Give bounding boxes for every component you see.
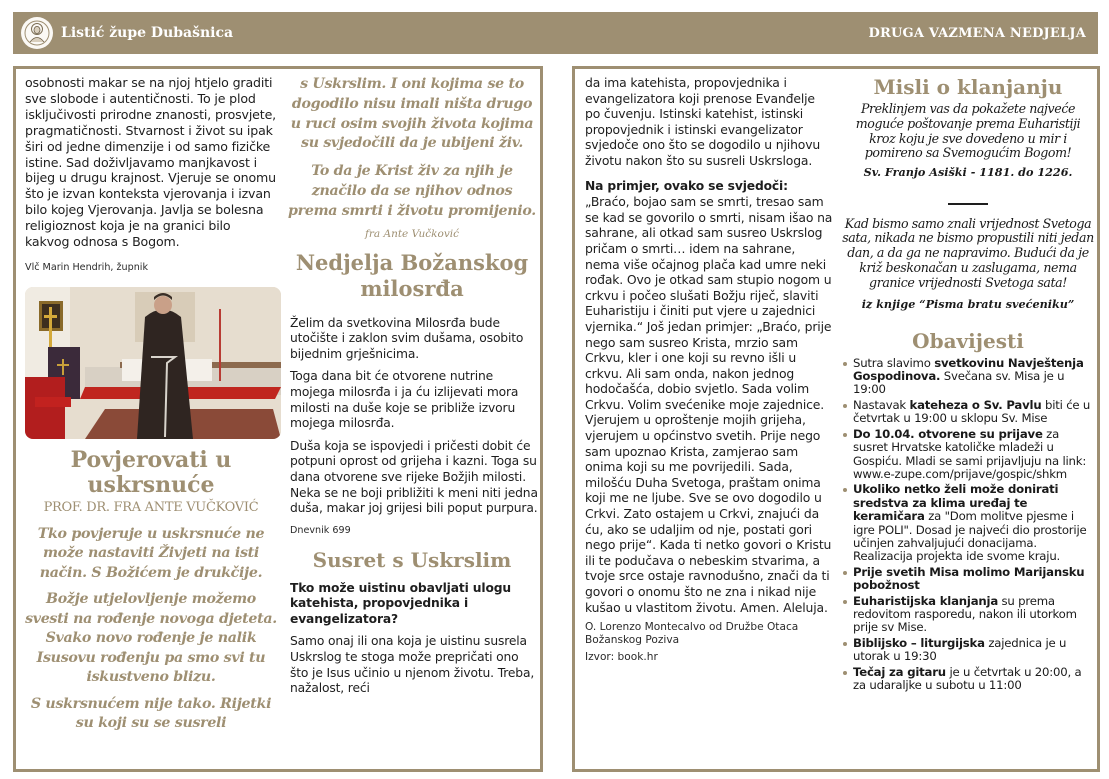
notices-title: Obavijesti — [912, 328, 1024, 353]
notice-item — [841, 566, 1095, 593]
notice-text: Sutra slavimo — [853, 355, 935, 370]
notice-item — [841, 483, 1095, 563]
meeting-text — [286, 581, 538, 697]
pastor-signature: Vlč Marin Hendrih, župnik — [25, 261, 149, 273]
meeting-question: Tko može uistinu obavljati ulogu katehista, propovjednika i evangelizatora? — [290, 580, 512, 626]
notice-item — [841, 637, 1095, 664]
saint-portrait-icon — [21, 17, 53, 49]
notice-highlight: Ukoliko netko želi može donirati sredstva za klima uređaj te keramičara — [853, 482, 1059, 524]
notices-list — [841, 357, 1095, 693]
notice-highlight: Euharistijska klanjanja — [853, 593, 999, 608]
issue-title: DRUGA VAZMENA NEDJELJA — [868, 25, 1086, 41]
pastor-text: osobnosti makar se na njoj htjelo graditi sve slobode i autentičnosti. To je plod isključivosti prirodne znanosti, prosvjete, pragmatičnosti. Stvarnost i život su ipak širi od jedne dimenzije i od samo fizičke istine. Sad doživljavamo manjkavost i bijeg u drugu krajnost. Vjeruje se onomu što je izvan konteksta vjerovanja i izvan bilo kojeg Vjerovanja. Javlja se bolesna religioznost koja je na granici bilo kakvog odnosa s Bogom. — [25, 75, 277, 250]
quote-paragraph: S uskrsnućem nije tako. Rijetki su koji su se susreli — [30, 695, 272, 732]
notice-item — [841, 428, 1095, 482]
notice-highlight: svetkovinu Navještenja Gospodinova. — [853, 355, 1084, 384]
notice-text: Svečana sv. Misa je u 19:00 — [853, 369, 1065, 397]
adoration-quote: Preklinjem vas da pokažete najveće moguće poštovanje prema Euharistiji kroz koju je sve dovedeno u mir i pomireno sa Svemogućim Bogom! — [855, 101, 1081, 161]
meeting-title: Susret s Uskrslim — [312, 547, 512, 572]
left-page-panel — [13, 66, 543, 772]
quote-paragraph: s Uskrslim. I oni kojima se to dogodilo nisu imali ništa drugo u ruci osim svojih života kojima su svjedočili da je ubijeni živ. — [290, 76, 534, 152]
quote-author: fra Ante Vučković — [364, 227, 460, 240]
adoration-quote: Kad bismo samo znali vrijednost Svetoga sata, nikada ne bismo propustili niti jedan dan, a da ga ne napravimo. Budući da je križ beskonačan u zaslugama, nema granice vrijednosti Svetoga sata! — [842, 215, 1094, 290]
adoration-author: iz knjige “Pisma bratu svećeniku” — [861, 296, 1075, 311]
notice-text: zajednica je u utorak u 19:30 — [853, 635, 1067, 664]
quote-paragraph: Tko povjeruje u uskrsnuće ne može nastaviti Živjeti na isti način. S Božićem je drukčije. — [37, 525, 265, 581]
meeting-paragraph: Samo onaj ili ona koja je uistinu susrela Uskrslog te stoga može prepričati ono što je Isus učinio u njenom životu. Treba, nažalost, reći — [290, 634, 535, 696]
notice-item — [841, 357, 1095, 397]
article-title: Povjerovati u uskrsnuće — [70, 446, 232, 498]
notice-item — [841, 595, 1095, 635]
notice-highlight: Do 10.04. otvorene su prijave — [853, 426, 1043, 441]
right-page-panel — [572, 66, 1100, 772]
notice-highlight: Prije svetih Misa molimo Marijansku pobožnost — [853, 564, 1085, 593]
notice-text: Nastavak — [853, 397, 910, 412]
mercy-title: Nedjelja Božanskog milosrđa — [295, 249, 529, 301]
testimony-column — [585, 75, 833, 664]
quote-paragraph: To da je Krist živ za njih je značilo da se njihov odnos prema smrti i životu promijenio. — [288, 163, 536, 219]
notice-text: je u četvrtak u 20:00, a za udaraljke u subotu u 11:00 — [853, 664, 1082, 693]
notice-text: za susret Hrvatske katoličke mladeži u Gospiću. Mladi se sami prijavljuju na link: www.e-zupe.com/prijave/gospic/shkm — [853, 426, 1087, 481]
example-heading: Na primjer, ovako se svjedoči: — [585, 178, 788, 193]
quote-paragraph: Božje utjelovljenje možemo svesti na rođenje novoga djeteta. Svako novo rođenje je nalik Isusovu rođenju pa smo svi tu iskustveno blizu. — [25, 591, 277, 686]
notice-text: biti će u četvrtak u 19:00 u sklopu Sv. Mise — [853, 397, 1091, 426]
middle-column — [286, 75, 538, 697]
article-author: PROF. DR. FRA ANTE VUČKOVIĆ — [43, 499, 259, 515]
header-bar — [13, 12, 1098, 54]
notice-highlight: Tečaj za gitaru — [853, 664, 946, 679]
notice-item — [841, 399, 1095, 426]
testimony-author: O. Lorenzo Montecalvo od Družbe Otaca Božanskog Poziva — [585, 621, 799, 646]
notice-highlight: kateheza o Sv. Pavlu — [909, 397, 1042, 412]
mercy-paragraph: Želim da svetkovina Milosrđa bude utočište i zaklon svim dušama, osobito bijednim grješnicima. — [290, 315, 524, 361]
example-text: „Braćo, bojao sam se smrti, tresao sam se kad se govorilo o smrti, nisam išao na sahrane, ali otkad sam susreo Uskrslog pričam o smrti… idem na sahrane, nema više očajnog plača kad umre neki rođak. Ovo je otkad sam stupio nogom u crkvu i počeo slušati Božju riječ, slaviti Euharistiju i činiti put vjere u zajednici vjernika.“ Još jedan primjer: „Braćo, prije nego sam susreo Krista, mrzio sam Crkvu, kler i one koji su revno išli u crkvu. Ali sam onda, nakon jednog hodočašća, dobio svjetlo. Sada volim Crkvu. Volim svećenike moje zajednice. Vjerujem u oproštenje mojih grijeha, vjerujem u općinstvo svetih. Prije nego sam upoznao Krista, zamjerao sam onima koji su me povrijedili. Sada, milošću Duha Svetoga, praštam onima koji me ne ljube. Sve se ovo dogodilo u Crkvi. Zato ostajem u Crkvi, znajući da ću, ako se udaljim od nje, postati gori nego prije“. Kada ti netko govori o Kristu ili te podučava o nebeskim stvarima, a tvoje srce ostaje ravnodušno, znači da ti govori o onomu što ne zna i nikad nije kušao u vlastitom životu. Amen. Aleluja. — [585, 194, 833, 615]
bulletin-title: Listić župe Dubašnica — [61, 25, 234, 41]
header-left — [21, 17, 233, 49]
adoration-title: Misli o klanjanju — [873, 75, 1063, 99]
left-column — [25, 75, 277, 734]
notice-item — [841, 666, 1095, 693]
mercy-source: Dnevnik 699 — [290, 524, 351, 536]
mercy-paragraph: Duša koja se ispovjedi i pričesti dobit će potpuni oprost od grijeha i kazni. Toga su dana otvorene sve rijeke Božjih milosti. Neka se ne boji približiti k meni niti jedna duša, makar joj grijesi bili poput purpura. — [290, 438, 538, 516]
divider — [948, 203, 988, 205]
testimony-intro: da ima katehista, propovjednika i evangelizatora koji prenose Evanđelje po čuvenju. Istinski katehist, istinski propovjednik i istinski evangelizator svjedoče ono što se dogodilo u njihovu životu nakon što su susreli Uskrsloga. — [585, 75, 821, 168]
mercy-paragraph: Toga dana bit će otvorene nutrine mojega milosrđa i ja ću izlijevati mora milosti na duše koje se približe izvoru mojega milosrđa. — [290, 369, 519, 431]
testimony-source: Izvor: book.hr — [585, 651, 658, 664]
notice-text: su prema redovitom rasporedu, nakon ili utorkom prije sv Mise. — [853, 593, 1077, 635]
mercy-text — [286, 316, 538, 537]
adoration-author: Sv. Franjo Asiški - 1181. do 1226. — [863, 165, 1073, 180]
notice-text: za "Dom molitve pjesme i igre POLI". Dosad je najveći dio prostorije učinjen zahvaljujući donacijama. Realizacija projekta ide svome kraju. — [853, 509, 1087, 564]
notice-highlight: Biblijsko – liturgijska — [853, 635, 985, 650]
friar-photo — [25, 287, 281, 439]
notices-column — [841, 75, 1095, 694]
